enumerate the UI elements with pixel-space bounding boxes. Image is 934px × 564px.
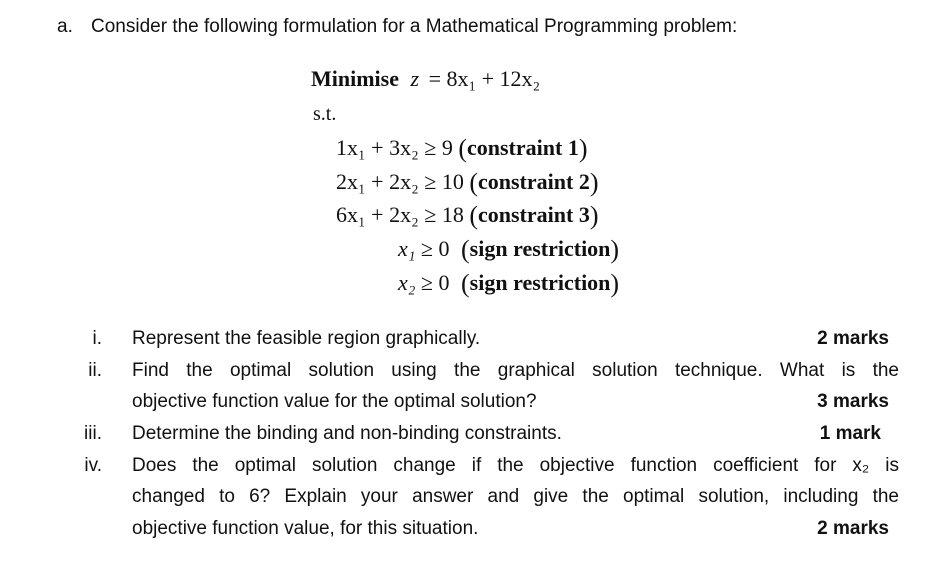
constraint-label: constraint 2 (478, 169, 590, 194)
constraint-lhs: 2x₁ + 2x₂ (336, 169, 419, 194)
constraint-relation: ≥ (420, 236, 433, 261)
question-text: objective function value, for this situation. (132, 518, 479, 539)
constraint-2: 2x₁ + 2x₂ ≥ 10 (constraint 2) (336, 168, 599, 197)
constraint-lhs: x₁ (398, 236, 416, 261)
objective-keyword: Minimise (311, 66, 399, 91)
constraint-relation: ≥ (424, 202, 437, 227)
constraint-rhs: 9 (441, 135, 453, 160)
question-numeral: ii. (88, 360, 102, 381)
question-text: Determine the binding and non-binding constraints. (132, 423, 562, 444)
constraint-3: 6x₁ + 2x₂ ≥ 18 (constraint 3) (336, 201, 599, 230)
constraint-rhs: 0 (438, 270, 450, 295)
question-numeral: iii. (84, 423, 102, 444)
constraint-label: sign restriction (469, 270, 611, 295)
question-text: Does the optimal solution change if the objective function coefficient for x₂ is (132, 455, 899, 476)
constraint-label: constraint 3 (478, 202, 590, 227)
question-text: Find the optimal solution using the graphical solution technique. What is the (132, 360, 899, 381)
question-text: objective function value for the optimal solution? (132, 391, 537, 412)
objective-expression: = 8x₁ + 12x₂ (428, 66, 541, 91)
marks-badge: 1 mark (819, 423, 881, 444)
constraint-rhs: 0 (438, 236, 450, 261)
subject-to: s.t. (313, 103, 337, 125)
marks-badge: 3 marks (817, 391, 889, 412)
objective-variable: z (410, 66, 420, 91)
constraint-rhs: 18 (441, 202, 464, 227)
constraint-1: 1x₁ + 3x₂ ≥ 9 (constraint 1) (336, 134, 588, 163)
marks-badge: 2 marks (817, 518, 889, 539)
marks-badge: 2 marks (817, 328, 889, 349)
part-label: a. (57, 16, 73, 37)
constraint-label: constraint 1 (467, 135, 579, 160)
constraint-lhs: 1x₁ + 3x₂ (336, 135, 419, 160)
question-text: Represent the feasible region graphically. (132, 328, 481, 349)
sign-restriction-x2: x₂ ≥ 0 (sign restriction) (398, 269, 620, 298)
constraint-relation: ≥ (420, 270, 433, 295)
part-heading: Consider the following formulation for a Mathematical Programming problem: (91, 16, 738, 37)
sign-restriction-x1: x₁ ≥ 0 (sign restriction) (398, 235, 620, 264)
objective-function (311, 66, 540, 92)
constraint-rhs: 10 (441, 169, 464, 194)
question-numeral: iv. (84, 455, 102, 476)
constraint-lhs: 6x₁ + 2x₂ (336, 202, 419, 227)
question-numeral: i. (92, 328, 102, 349)
question-text: changed to 6? Explain your answer and give the optimal solution, including the (132, 486, 899, 507)
constraint-label: sign restriction (469, 236, 611, 261)
constraint-lhs: x₂ (398, 270, 416, 295)
constraint-relation: ≥ (424, 135, 437, 160)
constraint-relation: ≥ (424, 169, 437, 194)
